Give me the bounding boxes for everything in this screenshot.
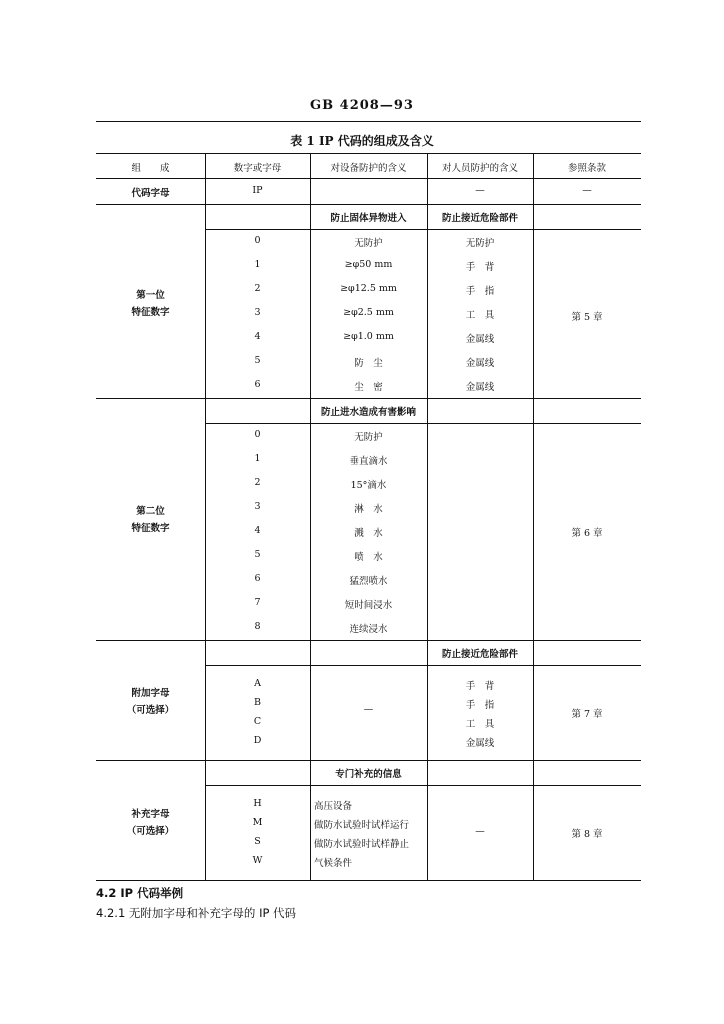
additional-letter-code: A: [254, 678, 261, 689]
supplementary-letter-equipment: 气候条件: [314, 858, 353, 869]
second-reference: 第 6 章: [571, 528, 603, 539]
code-row-rule: [96, 204, 641, 205]
first-digit-code: 0: [254, 235, 261, 246]
additional-letter-code: C: [253, 716, 262, 727]
second-equipment-title: 防止进水造成有害影响: [320, 407, 416, 418]
first-equipment-title: 防止固体异物进入: [330, 213, 407, 224]
first-digit-equipment: 尘 密: [354, 382, 383, 393]
code-letters-value: IP: [252, 185, 263, 196]
second-digit-code: 5: [254, 549, 261, 560]
supplementary-letter-code: W: [252, 855, 263, 866]
first-person-title: 防止接近危险部件: [441, 213, 518, 224]
second-subheader-rule: [205, 423, 641, 424]
second-digit-equipment: 溅 水: [354, 528, 383, 539]
additional-person-title: 防止接近危险部件: [441, 649, 518, 660]
second-digit-code: 6: [254, 573, 261, 584]
additional-group-rule: [96, 760, 641, 761]
supplementary-letter-group-line1: 补充字母: [131, 809, 170, 820]
second-digit-code: 2: [254, 477, 261, 488]
supplementary-person: —: [475, 826, 485, 837]
second-digit-equipment: 猛烈喷水: [349, 576, 388, 587]
supplementary-letter-group: [96, 806, 205, 840]
first-subheader-rule: [205, 229, 641, 230]
first-digit-person: 金属线: [465, 358, 495, 369]
first-reference: 第 5 章: [571, 312, 603, 323]
second-digit-code: 7: [254, 597, 261, 608]
col-header-equipment: 对设备防护的含义: [330, 163, 407, 174]
second-digit-equipment: 连续浸水: [349, 624, 388, 635]
supplementary-letter-code: M: [252, 817, 263, 828]
second-group-rule: [96, 640, 641, 641]
second-digit-equipment: 15°滴水: [350, 480, 387, 491]
second-digit-code: 4: [254, 525, 261, 536]
additional-letter-person: 金属线: [465, 738, 495, 749]
code-letters-label: 代码字母: [131, 188, 170, 199]
second-digit-equipment: 淋 水: [354, 504, 383, 515]
header-rule: [96, 121, 641, 122]
col-header-reference: 参照条款: [567, 163, 606, 174]
supplementary-letter-code: H: [253, 798, 262, 809]
first-digit-equipment: 防 尘: [354, 358, 383, 369]
supplementary-letter-equipment: 做防水试验时试样运行: [314, 820, 410, 831]
first-group-rule: [96, 398, 641, 399]
second-digit-equipment: 喷 水: [354, 552, 383, 563]
first-digit-code: 6: [254, 379, 261, 390]
standard-number: GB 4208—93: [310, 98, 414, 113]
first-digit-person: 手 背: [465, 262, 495, 273]
first-digit-equipment: ≥φ1.0 mm: [343, 331, 394, 342]
first-digit-code: 5: [254, 355, 261, 366]
first-digit-equipment: ≥φ50 mm: [344, 259, 393, 270]
supplementary-letter-code: S: [254, 836, 261, 847]
code-letters-ref: —: [582, 185, 592, 196]
additional-equipment: —: [363, 704, 374, 715]
additional-subheader-rule: [205, 665, 641, 666]
first-digit-code: 3: [254, 307, 261, 318]
col-divider-4: [533, 153, 534, 880]
first-digit-equipment: 无防护: [354, 238, 383, 249]
col-header-group: 组 成: [131, 163, 170, 174]
section-4-2-heading: 4.2 IP 代码举例: [96, 886, 184, 900]
second-digit-code: 3: [254, 501, 261, 512]
additional-letter-person: 手 指: [465, 700, 495, 711]
first-digit-code: 4: [254, 331, 261, 342]
supplementary-title: 专门补充的信息: [335, 769, 402, 780]
first-digit-code: 1: [254, 259, 261, 270]
second-digit-group-line1: 第二位: [136, 506, 165, 517]
col-header-persons: 对人员防护的含义: [441, 163, 518, 174]
additional-letter-person: 手 背: [465, 681, 495, 692]
supplementary-letter-equipment: 做防水试验时试样静止: [314, 839, 410, 850]
table-top-rule: [96, 153, 641, 154]
second-digit-group-line2: 特征数字: [131, 523, 170, 534]
second-digit-equipment: 短时间浸水: [344, 600, 393, 611]
table-title: 表 1 IP 代码的组成及含义: [290, 134, 434, 148]
first-digit-equipment: ≥φ2.5 mm: [343, 307, 394, 318]
first-digit-person: 无防护: [465, 238, 495, 249]
first-digit-person: 手 指: [465, 286, 495, 297]
first-digit-person: 工 具: [465, 310, 495, 321]
additional-letter-code: D: [253, 735, 262, 746]
table-bottom-rule: [96, 880, 641, 881]
first-digit-person: 金属线: [465, 382, 495, 393]
supplementary-subheader-rule: [205, 785, 641, 786]
supplementary-reference: 第 8 章: [571, 829, 603, 840]
second-digit-equipment: 垂直滴水: [349, 456, 388, 467]
additional-letter-group-line2: （可选择）: [126, 705, 175, 716]
first-digit-code: 2: [254, 283, 261, 294]
additional-reference: 第 7 章: [571, 709, 603, 720]
second-digit-code: 0: [254, 429, 261, 440]
supplementary-letter-group-line2: （可选择）: [126, 826, 175, 837]
additional-letter-group: [96, 685, 205, 719]
supplementary-letter-equipment: 高压设备: [314, 801, 353, 812]
second-digit-code: 8: [254, 621, 261, 632]
additional-letter-person: 工 具: [465, 719, 495, 730]
second-digit-code: 1: [254, 453, 261, 464]
second-digit-group: [96, 503, 205, 537]
additional-letter-group-line1: 附加字母: [131, 688, 170, 699]
header-row-rule: [96, 178, 641, 179]
col-header-code: 数字或字母: [233, 163, 282, 174]
first-digit-group-line2: 特征数字: [131, 307, 170, 318]
second-digit-equipment: 无防护: [354, 432, 383, 443]
first-digit-group-line1: 第一位: [136, 290, 165, 301]
first-digit-person: 金属线: [465, 334, 495, 345]
code-letters-person: —: [475, 185, 485, 196]
first-digit-equipment: ≥φ12.5 mm: [340, 283, 397, 294]
section-4-2-1-heading: 4.2.1 无附加字母和补充字母的 IP 代码: [96, 906, 297, 920]
first-digit-group: [96, 287, 205, 321]
additional-letter-code: B: [254, 697, 261, 708]
